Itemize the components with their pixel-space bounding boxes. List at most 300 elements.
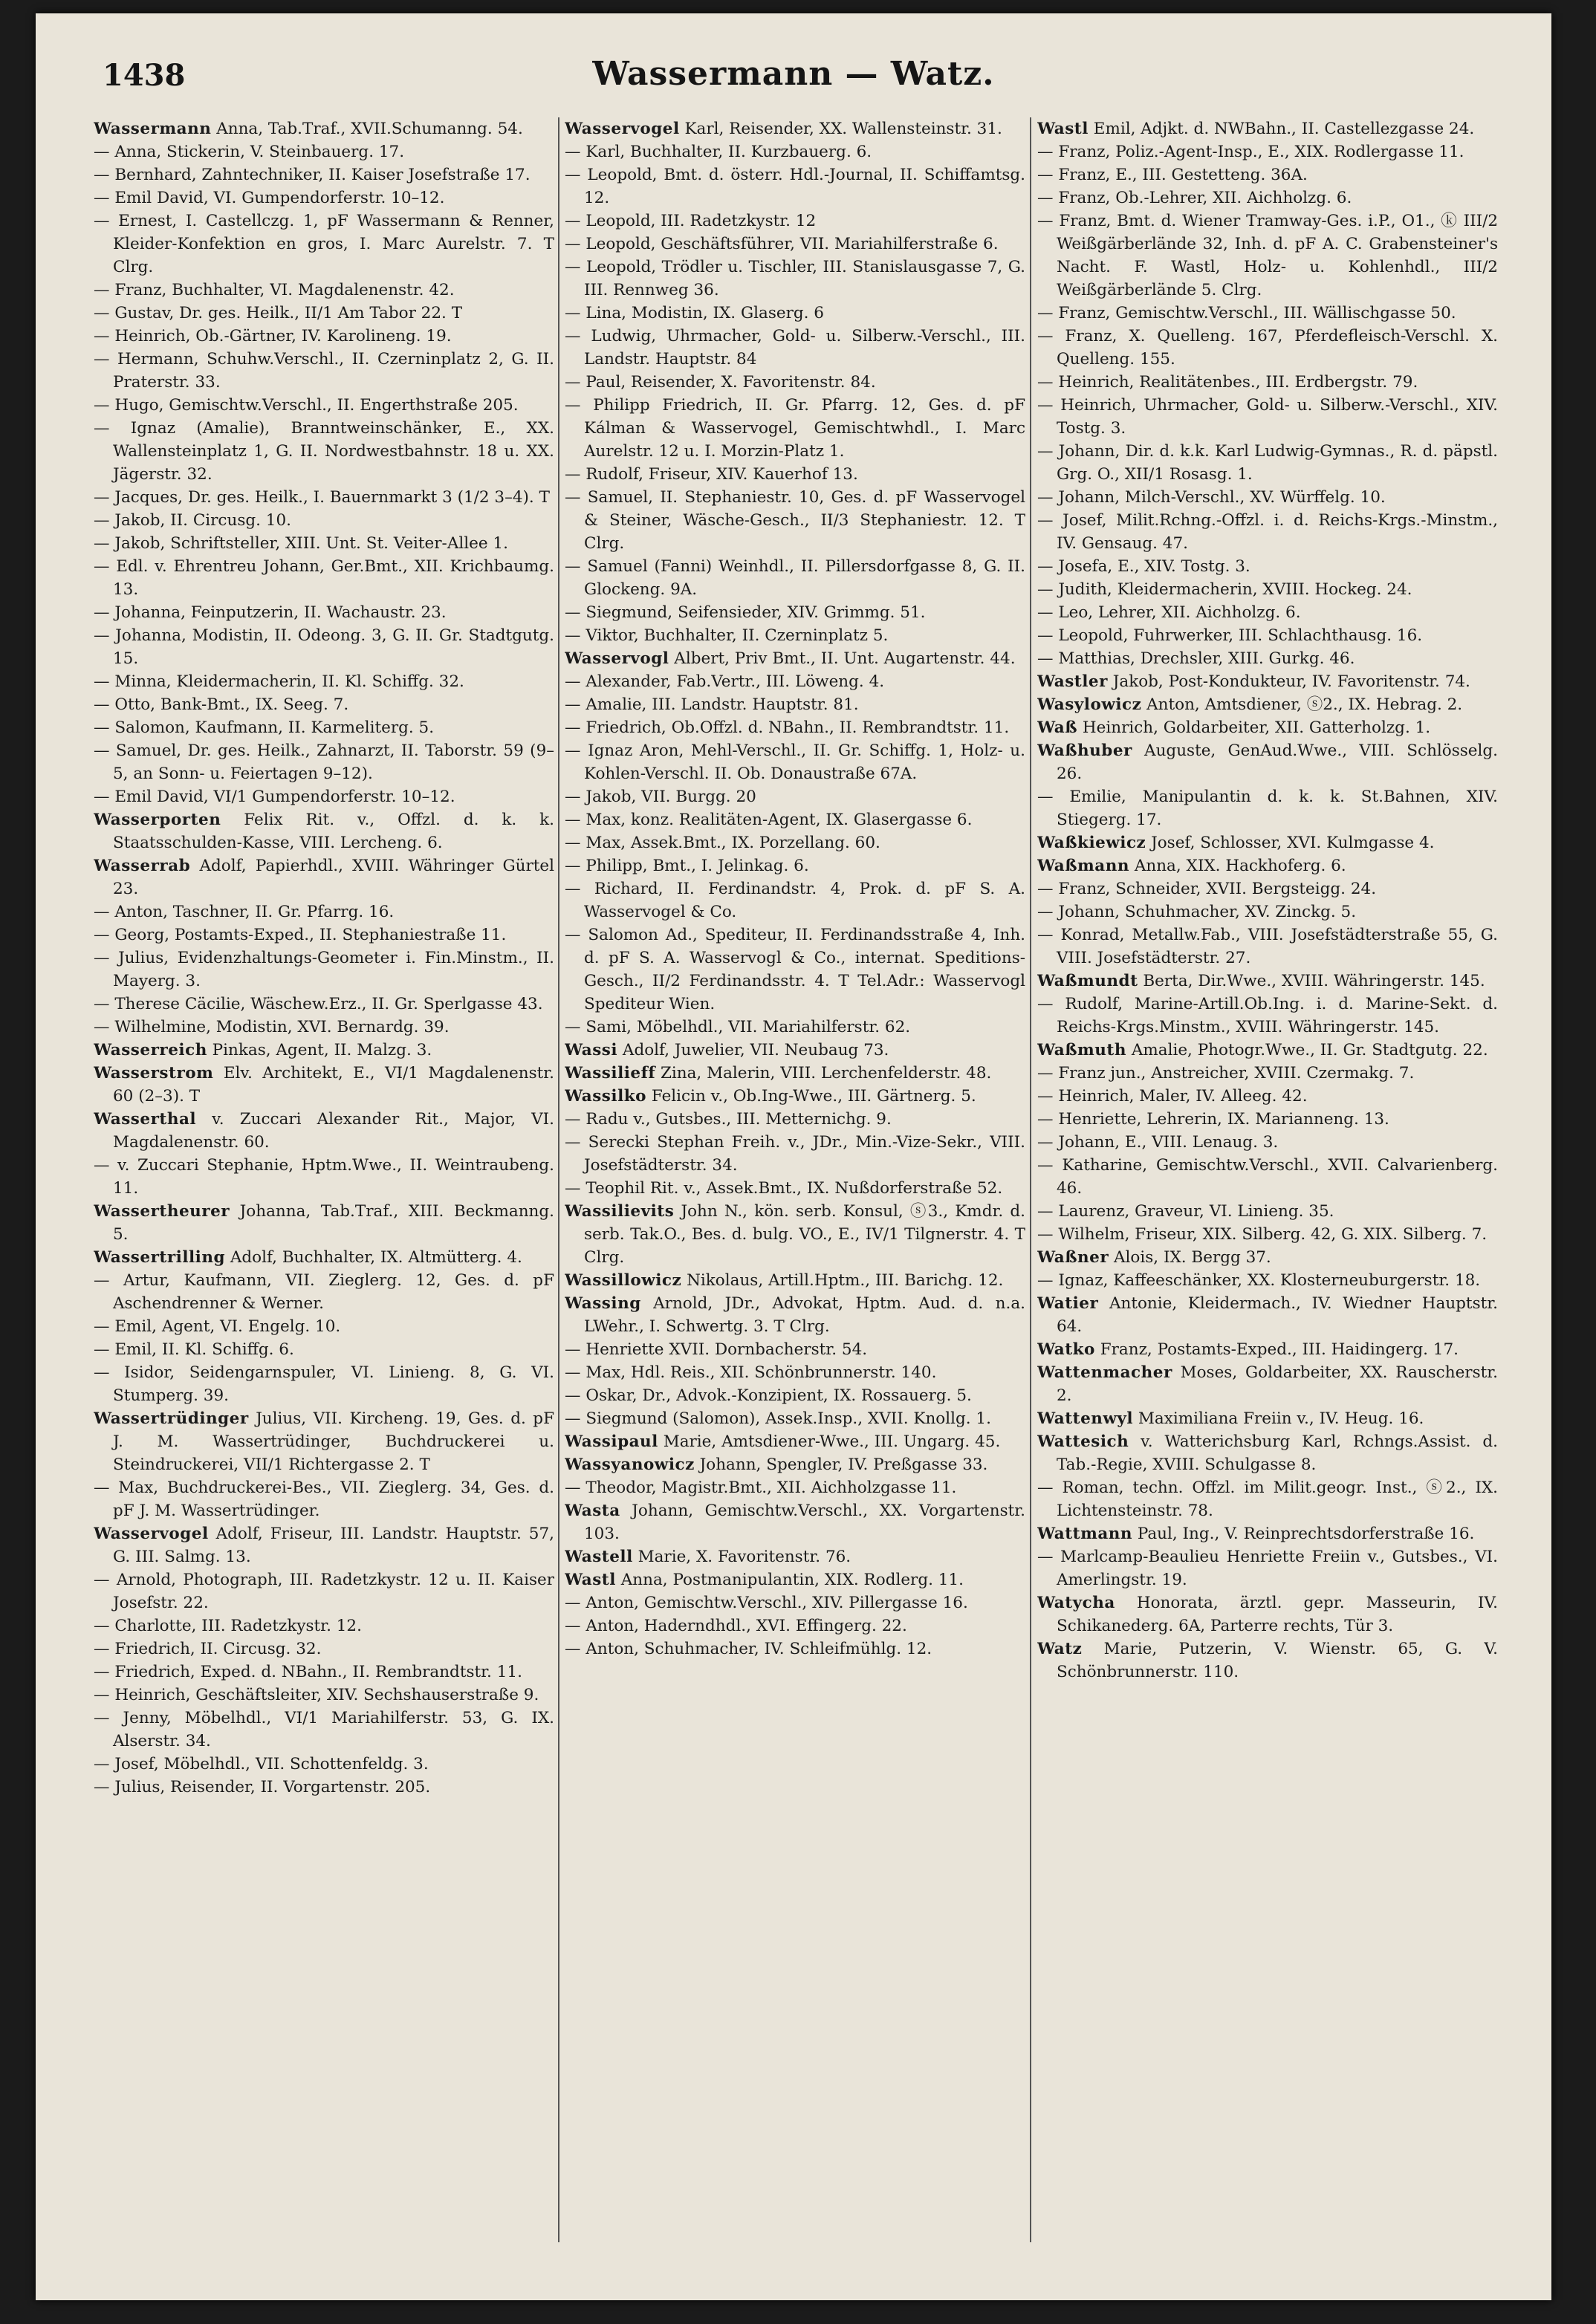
entry-text: — Edl. v. Ehrentreu Johann, Ger.Bmt., XII. Krichbaumg. 13. (94, 557, 554, 599)
entry-text: — Roman, techn. Offzl. im Milit.geogr. Inst., ⓢ2., IX. Lichtensteinstr. 78. (1037, 1479, 1498, 1520)
entry-text: — Josef, Möbelhdl., VII. Schottenfeldg. 3. (94, 1755, 429, 1773)
directory-entry (565, 117, 1025, 140)
directory-entry (94, 348, 554, 394)
entry-text: — Max, Hdl. Reis., XII. Schönbrunnerstr. 140. (565, 1363, 937, 1382)
directory-entry (565, 854, 1025, 877)
entry-text: John N., kön. serb. Konsul, ⓢ3., Kmdr. d. serb. Tak.O., Bes. d. bulg. VO., E., IV/1 Tilgnerstr. 4. T Clrg. (584, 1202, 1025, 1267)
directory-entry (94, 1016, 554, 1039)
entry-text: — Franz, Ob.-Lehrer, XII. Aichholzg. 6. (1037, 189, 1352, 207)
entry-surname: Wassi (565, 1041, 618, 1059)
entry-text: — Julius, Evidenzhaltungs-Geometer i. Fin.Minstm., II. Mayerg. 3. (94, 949, 554, 990)
directory-entry (1037, 1591, 1498, 1637)
entry-text: — Therese Cäcilie, Wäschew.Erz., II. Gr. Sperlgasse 43. (94, 995, 543, 1013)
directory-entry (565, 1476, 1025, 1499)
entry-surname: Wasta (565, 1502, 620, 1520)
entry-text: — Jacques, Dr. ges. Heilk., I. Bauernmarkt 3 (1/2 3–4). T (94, 488, 550, 507)
entry-surname: Wassertrilling (94, 1248, 226, 1267)
entry-text: — Ernest, I. Castellczg. 1, pF Wassermann & Renner, Kleider-Konfektion en gros, I. Marc Aurelstr. 7. T Clrg. (94, 212, 554, 276)
entry-text: — Josefa, E., XIV. Tostg. 3. (1037, 557, 1250, 576)
entry-text: Antonie, Kleidermach., IV. Wiedner Hauptstr. 64. (1057, 1294, 1498, 1336)
entry-text: — Konrad, Metallw.Fab., VIII. Josefstädterstraße 55, G. VIII. Josefstädterstr. 27. (1037, 926, 1498, 967)
directory-entry (94, 486, 554, 509)
directory-entry (94, 1200, 554, 1246)
entry-text: Adolf, Buchhalter, IX. Altmütterg. 4. (225, 1248, 522, 1267)
directory-entry (1037, 163, 1498, 186)
directory-entry (1037, 1246, 1498, 1269)
directory-entry (565, 1292, 1025, 1338)
directory-entry (1037, 1430, 1498, 1476)
entry-text: — Julius, Reisender, II. Vorgartenstr. 205. (94, 1778, 431, 1796)
entry-surname: Wasserporten (94, 811, 221, 829)
entry-text: — Franz, Schneider, XVII. Bergsteigg. 24. (1037, 880, 1377, 898)
column-2 (565, 117, 1025, 2272)
directory-entry (94, 1269, 554, 1315)
directory-entry (1037, 924, 1498, 970)
directory-entry (1037, 1338, 1498, 1361)
directory-entry (565, 1269, 1025, 1292)
entry-text: — Emil, II. Kl. Schiffg. 6. (94, 1340, 294, 1359)
directory-entry (1037, 1361, 1498, 1407)
directory-entry (565, 716, 1025, 739)
entry-text: — Franz jun., Anstreicher, XVIII. Czermakg. 7. (1037, 1064, 1415, 1083)
entry-surname: Wassilievits (565, 1202, 675, 1221)
entry-text: — Ignaz (Amalie), Branntweinschänker, E., XX. Wallensteinplatz 1, G. II. Nordwestbahnstr. 18 u. XX. Jägerstr. 32. (94, 419, 554, 484)
directory-entry (94, 924, 554, 947)
directory-entry (1037, 186, 1498, 210)
directory-entry (94, 555, 554, 601)
directory-entry (94, 947, 554, 993)
directory-entry (94, 808, 554, 854)
entry-text: Johann, Spengler, IV. Preßgasse 33. (694, 1455, 988, 1474)
directory-entry (565, 140, 1025, 163)
entry-text: — Emil David, VI/1 Gumpendorferstr. 10–12. (94, 788, 455, 806)
entry-surname: Wassillowicz (565, 1271, 682, 1290)
directory-entry (94, 117, 554, 140)
directory-entry (565, 325, 1025, 371)
entry-text: — Anton, Schuhmacher, IV. Schleifmühlg. 12. (565, 1640, 932, 1658)
directory-entry (565, 670, 1025, 693)
directory-entry (565, 555, 1025, 601)
entry-text: Marie, Putzerin, V. Wienstr. 65, G. V. Schönbrunnerstr. 110. (1057, 1640, 1498, 1681)
entry-text: Paul, Ing., V. Reinprechtsdorferstraße 16. (1132, 1525, 1475, 1543)
entry-text: Adolf, Papierhdl., XVIII. Währinger Gürtel 23. (113, 857, 554, 898)
directory-entry (1037, 555, 1498, 578)
entry-surname: Watz (1037, 1640, 1083, 1658)
entry-text: Marie, Amtsdiener-Wwe., III. Ungarg. 45. (658, 1432, 1001, 1451)
entry-surname: Wasserthal (94, 1110, 197, 1129)
directory-entry (94, 1707, 554, 1753)
directory-entry (94, 210, 554, 279)
directory-entry (565, 1499, 1025, 1545)
entry-text: Emil, Adjkt. d. NWBahn., II. Castellezgasse 24. (1088, 120, 1475, 138)
entry-text: — Otto, Bank-Bmt., IX. Seeg. 7. (94, 695, 349, 714)
entry-surname: Wassilko (565, 1087, 646, 1106)
directory-entry (1037, 647, 1498, 670)
directory-entry (1037, 1407, 1498, 1430)
directory-entry (1037, 1545, 1498, 1591)
entry-text: — Anton, Taschner, II. Gr. Pfarrg. 16. (94, 903, 395, 921)
entry-text: — Rudolf, Friseur, XIV. Kauerhof 13. (565, 465, 858, 484)
entry-text: — Hugo, Gemischtw.Verschl., II. Engerthstraße 205. (94, 396, 519, 415)
directory-entry (94, 1062, 554, 1108)
entry-text: — Georg, Postamts-Exped., II. Stephaniestraße 11. (94, 926, 507, 944)
directory-entry (94, 785, 554, 808)
entry-text: — Amalie, III. Landstr. Hauptstr. 81. (565, 695, 859, 714)
directory-entry (1037, 1223, 1498, 1246)
directory-entry (565, 371, 1025, 394)
directory-entry (94, 1407, 554, 1476)
entry-text: — Siegmund, Seifensieder, XIV. Grimmg. 51. (565, 603, 926, 622)
directory-entry (94, 1637, 554, 1661)
entry-text: Adolf, Juwelier, VII. Neubaug 73. (617, 1041, 889, 1059)
directory-entry (565, 831, 1025, 854)
directory-entry (1037, 394, 1498, 440)
directory-entry (565, 1108, 1025, 1131)
entry-text: — Richard, II. Ferdinandstr. 4, Prok. d. pF S. A. Wasservogel & Co. (565, 880, 1025, 921)
directory-entry (565, 1361, 1025, 1384)
directory-entry (94, 325, 554, 348)
entry-text: — Max, konz. Realitäten-Agent, IX. Glasergasse 6. (565, 811, 973, 829)
entry-text: — v. Zuccari Stephanie, Hptm.Wwe., II. Weintraubeng. 11. (94, 1156, 554, 1198)
directory-entry (1037, 140, 1498, 163)
entry-text: Felicin v., Ob.Ing-Wwe., III. Gärtnerg. 5. (646, 1087, 976, 1106)
directory-entry (1037, 302, 1498, 325)
entry-text: — Arnold, Photograph, III. Radetzkystr. 12 u. II. Kaiser Josefstr. 22. (94, 1571, 554, 1612)
entry-text: — Philipp Friedrich, II. Gr. Pfarrg. 12, Ges. d. pF Kálman & Wasservogel, Gemischtwhdl., I. Marc Aurelstr. 12 u. I. Morzin-Platz 1. (565, 396, 1025, 461)
entry-text: Karl, Reisender, XX. Wallensteinstr. 31. (679, 120, 1002, 138)
directory-entry (94, 1108, 554, 1154)
entry-surname: Wasservogl (565, 649, 669, 668)
directory-entry (565, 924, 1025, 1016)
entry-surname: Wastl (565, 1571, 616, 1589)
directory-entry (1037, 486, 1498, 509)
directory-entry (94, 302, 554, 325)
directory-entry (565, 1200, 1025, 1269)
entry-text: Felix Rit. v., Offzl. d. k. k. Staatsschulden-Kasse, VIII. Lercheng. 6. (113, 811, 554, 852)
entry-text: — Charlotte, III. Radetzkystr. 12. (94, 1617, 362, 1635)
entry-text: Albert, Priv Bmt., II. Unt. Augartenstr. 44. (669, 649, 1016, 668)
directory-entry (1037, 601, 1498, 624)
directory-entry (1037, 624, 1498, 647)
directory-entry (1037, 1085, 1498, 1108)
directory-entry (94, 1522, 554, 1568)
entry-text: — Johanna, Feinputzerin, II. Wachaustr. 23. (94, 603, 447, 622)
entry-surname: Wastler (1037, 672, 1108, 691)
entry-text: Maximiliana Freiin v., IV. Heug. 16. (1133, 1409, 1424, 1428)
entry-text: — Franz, E., III. Gestetteng. 36A. (1037, 166, 1308, 184)
directory-entry (94, 716, 554, 739)
directory-entry (565, 1062, 1025, 1085)
entry-surname: Waßmuth (1037, 1041, 1126, 1059)
entry-surname: Wasserreich (94, 1041, 207, 1059)
entry-text: Anton, Amtsdiener, ⓢ2., IX. Hebrag. 2. (1141, 695, 1463, 714)
directory-entry (1037, 1476, 1498, 1522)
directory-entry (565, 486, 1025, 555)
entry-text: Anna, Tab.Traf., XVII.Schumanng. 54. (211, 120, 523, 138)
entry-text: — Emil David, VI. Gumpendorferstr. 10–12. (94, 189, 445, 207)
entry-text: — Anna, Stickerin, V. Steinbauerg. 17. (94, 143, 405, 161)
directory-entry (565, 1568, 1025, 1591)
entry-text: — Alexander, Fab.Vertr., III. Löweng. 4. (565, 672, 885, 691)
entry-text: — Rudolf, Marine-Artill.Ob.Ing. i. d. Marine-Sekt. d. Reichs-Krgs.Minstm., XVIII. Währingerstr. 145. (1037, 995, 1498, 1036)
entry-text: — Franz, Gemischtw.Verschl., III. Wällischgasse 50. (1037, 304, 1456, 322)
directory-entry (1037, 970, 1498, 993)
directory-entry (1037, 578, 1498, 601)
entry-text: Anna, Postmanipulantin, XIX. Rodlerg. 11. (615, 1571, 964, 1589)
entry-text: — Serecki Stephan Freih. v., JDr., Min.-Vize-Sekr., VIII. Josefstädterstr. 34. (565, 1133, 1025, 1175)
directory-entry (1037, 739, 1498, 785)
entry-text: Nikolaus, Artill.Hptm., III. Barichg. 12. (681, 1271, 1004, 1290)
directory-entry (565, 1430, 1025, 1453)
directory-entry (565, 1453, 1025, 1476)
directory-entry (1037, 854, 1498, 877)
directory-entry (565, 739, 1025, 785)
directory-entry (94, 900, 554, 924)
entry-text: — Franz, Poliz.-Agent-Insp., E., XIX. Rodlergasse 11. (1037, 143, 1464, 161)
directory-entry (94, 739, 554, 785)
entry-text: Adolf, Friseur, III. Landstr. Hauptstr. 57, G. III. Salmg. 13. (113, 1525, 554, 1566)
directory-entry (565, 394, 1025, 463)
directory-entry (1037, 117, 1498, 140)
entry-surname: Wattmann (1037, 1525, 1133, 1543)
entry-text: — Jakob, VII. Burgg. 20 (565, 788, 756, 806)
directory-entry (94, 279, 554, 302)
directory-entry (94, 140, 554, 163)
entry-surname: Waßkiewicz (1037, 834, 1146, 852)
entry-text: Amalie, Photogr.Wwe., II. Gr. Stadtgutg. 22. (1126, 1041, 1488, 1059)
entry-text: — Leopold, Geschäftsführer, VII. Mariahilferstraße 6. (565, 235, 999, 253)
column-1 (94, 117, 554, 2272)
entry-text: — Max, Buchdruckerei-Bes., VII. Zieglerg. 34, Ges. d. pF J. M. Wassertrüdinger. (94, 1479, 554, 1520)
entry-text: — Karl, Buchhalter, II. Kurzbauerg. 6. (565, 143, 872, 161)
directory-entry (94, 1338, 554, 1361)
entry-text: — Johann, Schuhmacher, XV. Zinckg. 5. (1037, 903, 1357, 921)
entry-text: — Sami, Möbelhdl., VII. Mariahilferstr. 62. (565, 1018, 911, 1036)
directory-entry (94, 624, 554, 670)
directory-entry (94, 1246, 554, 1269)
entry-text: — Laurenz, Graveur, VI. Linieng. 35. (1037, 1202, 1334, 1221)
directory-entry (565, 256, 1025, 302)
entry-text: — Friedrich, II. Circusg. 32. (94, 1640, 322, 1658)
directory-entry (94, 1568, 554, 1614)
entry-surname: Wastl (1037, 120, 1089, 138)
entry-surname: Waßner (1037, 1248, 1109, 1267)
entry-surname: Watier (1037, 1294, 1099, 1313)
entry-text: — Isidor, Seidengarnspuler, VI. Linieng. 8, G. VI. Stumperg. 39. (94, 1363, 554, 1405)
directory-entry (565, 1384, 1025, 1407)
entry-text: — Viktor, Buchhalter, II. Czerninplatz 5. (565, 626, 889, 645)
directory-entry (565, 463, 1025, 486)
entry-text: — Katharine, Gemischtw.Verschl., XVII. Calvarienberg. 46. (1037, 1156, 1498, 1198)
entry-text: Zina, Malerin, VIII. Lerchenfelderstr. 48. (655, 1064, 992, 1083)
directory-entry (94, 417, 554, 486)
entry-text: — Bernhard, Zahntechniker, II. Kaiser Josefstraße 17. (94, 166, 531, 184)
entry-text: — Siegmund (Salomon), Assek.Insp., XVII. Knollg. 1. (565, 1409, 991, 1428)
directory-entry (94, 670, 554, 693)
entry-text: — Heinrich, Ob.-Gärtner, IV. Karolineng. 19. (94, 327, 452, 345)
directory-entry (1037, 1269, 1498, 1292)
entry-text: — Samuel (Fanni) Weinhdl., II. Pillersdorfgasse 8, G. II. Glockeng. 9A. (565, 557, 1025, 599)
directory-entry (1037, 1637, 1498, 1684)
entry-text: Auguste, GenAud.Wwe., VIII. Schlösselg. 26. (1057, 741, 1498, 783)
entry-text: — Leo, Lehrer, XII. Aichholzg. 6. (1037, 603, 1301, 622)
entry-text: Johanna, Tab.Traf., XIII. Beckmanng. 5. (113, 1202, 554, 1244)
entry-text: — Judith, Kleidermacherin, XVIII. Hockeg. 24. (1037, 580, 1412, 599)
entry-text: — Wilhelmine, Modistin, XVI. Bernardg. 39. (94, 1018, 450, 1036)
entry-text: — Jenny, Möbelhdl., VI/1 Mariahilferstr. 53, G. IX. Alserstr. 34. (94, 1709, 554, 1750)
entry-text: v. Zuccari Alexander Rit., Major, VI. Magdalenenstr. 60. (113, 1110, 554, 1152)
directory-entry (94, 1315, 554, 1338)
directory-entry (94, 854, 554, 900)
entry-text: — Franz, Buchhalter, VI. Magdalenenstr. 42. (94, 281, 455, 299)
entry-text: — Jakob, II. Circusg. 10. (94, 511, 291, 530)
entry-text: — Friedrich, Ob.Offzl. d. NBahn., II. Rembrandtstr. 11. (565, 718, 1010, 737)
directory-entry (1037, 325, 1498, 371)
directory-entry (565, 1177, 1025, 1200)
entry-text: — Salomon, Kaufmann, II. Karmeliterg. 5. (94, 718, 435, 737)
directory-page (36, 13, 1551, 2300)
directory-entry (565, 210, 1025, 233)
entry-surname: Waßmann (1037, 857, 1129, 875)
entry-text: Pinkas, Agent, II. Malzg. 3. (207, 1041, 432, 1059)
entry-text: — Gustav, Dr. ges. Heilk., II/1 Am Tabor 22. T (94, 304, 463, 322)
entry-text: — Ignaz, Kaffeeschänker, XX. Klosterneuburgerstr. 18. (1037, 1271, 1481, 1290)
directory-entry (1037, 1292, 1498, 1338)
entry-text: Julius, VII. Kircheng. 19, Ges. d. pF J. M. Wassertrüdinger, Buchdruckerei u. Steindruckerei, VII/1 Richtergasse 2. T (113, 1409, 554, 1474)
directory-entry (94, 1753, 554, 1776)
entry-text: Moses, Goldarbeiter, XX. Rauscherstr. 2. (1057, 1363, 1498, 1405)
column-divider (558, 117, 559, 2242)
entry-surname: Wassertheurer (94, 1202, 230, 1221)
entry-text: — Samuel, Dr. ges. Heilk., Zahnarzt, II. Taborstr. 59 (9–5, an Sonn- u. Feiertagen 9–12). (94, 741, 554, 783)
directory-entry (565, 1591, 1025, 1614)
entry-text: — Paul, Reisender, X. Favoritenstr. 84. (565, 373, 876, 392)
directory-entry (1037, 900, 1498, 924)
directory-entry (1037, 831, 1498, 854)
entry-text: — Ludwig, Uhrmacher, Gold- u. Silberw.-Verschl., III. Landstr. Hauptstr. 84 (565, 327, 1025, 369)
entry-surname: Wattenwyl (1037, 1409, 1134, 1428)
entry-text: — Henriette XVII. Dornbacherstr. 54. (565, 1340, 868, 1359)
directory-entry (94, 1476, 554, 1522)
entry-text: — Josef, Milit.Rchng.-Offzl. i. d. Reichs-Krgs.-Minstm., IV. Gensaug. 47. (1037, 511, 1498, 553)
directory-entry (94, 394, 554, 417)
entry-text: — Radu v., Gutsbes., III. Metternichg. 9. (565, 1110, 892, 1129)
entry-text: — Johanna, Modistin, II. Odeong. 3, G. II. Gr. Stadtgutg. 15. (94, 626, 554, 668)
entry-text: — Max, Assek.Bmt., IX. Porzellang. 60. (565, 834, 880, 852)
directory-entry (1037, 1154, 1498, 1200)
directory-entry (1037, 509, 1498, 555)
entry-surname: Wasserrab (94, 857, 191, 875)
directory-entry (94, 163, 554, 186)
directory-entry (1037, 693, 1498, 716)
entry-text: Josef, Schlosser, XVI. Kulmgasse 4. (1146, 834, 1435, 852)
entry-surname: Wattenmacher (1037, 1363, 1172, 1382)
directory-entry (1037, 716, 1498, 739)
entry-text: Franz, Postamts-Exped., III. Haidingerg. 17. (1094, 1340, 1459, 1359)
entry-text: — Anton, Haderndhdl., XVI. Effingerg. 22. (565, 1617, 907, 1635)
directory-entry (565, 693, 1025, 716)
entry-text: — Heinrich, Uhrmacher, Gold- u. Silberw.-Verschl., XIV. Tostg. 3. (1037, 396, 1498, 438)
entry-text: — Philipp, Bmt., I. Jelinkag. 6. (565, 857, 809, 875)
page-number: 1438 (103, 58, 186, 93)
entry-surname: Wassilieff (565, 1064, 656, 1083)
entry-surname: Wassyanowicz (565, 1455, 695, 1474)
entry-text: — Johann, E., VIII. Lenaug. 3. (1037, 1133, 1279, 1152)
directory-entry (94, 993, 554, 1016)
entry-text: — Samuel, II. Stephaniestr. 10, Ges. d. pF Wasservogel & Steiner, Wäsche-Gesch., II/3 Stephaniestr. 12. T Clrg. (565, 488, 1025, 553)
entry-text: — Leopold, III. Radetzkystr. 12 (565, 212, 817, 230)
entry-text: — Oskar, Dr., Advok.-Konzipient, IX. Rossauerg. 5. (565, 1386, 972, 1405)
directory-entry (565, 1614, 1025, 1637)
entry-surname: Wassertrüdinger (94, 1409, 249, 1428)
entry-text: — Franz, Bmt. d. Wiener Tramway-Ges. i.P., O1., ⓚ III/2 Weißgärberlände 32, Inh. d. pF A. C. Grabensteiner's Nacht. F. Wastl, Holz- u. Kohlenhdl., III/2 Weißgärberlände 5. Clrg. (1037, 212, 1498, 299)
directory-entry (565, 785, 1025, 808)
directory-entry (565, 1039, 1025, 1062)
entry-text: — Leopold, Bmt. d. österr. Hdl.-Journal, II. Schiffamtsg. 12. (565, 166, 1025, 207)
directory-entry (94, 186, 554, 210)
directory-entry (94, 1039, 554, 1062)
page-title: Wassermann — Watz. (592, 55, 995, 93)
entry-text: Heinrich, Goldarbeiter, XII. Gatterholzg. 1. (1077, 718, 1431, 737)
directory-entry (565, 808, 1025, 831)
directory-entry (565, 1338, 1025, 1361)
entry-text: — Artur, Kaufmann, VII. Zieglerg. 12, Ges. d. pF Aschendrenner & Werner. (94, 1271, 554, 1313)
entry-text: — Matthias, Drechsler, XIII. Gurkg. 46. (1037, 649, 1355, 668)
directory-entry (565, 1637, 1025, 1661)
directory-entry (565, 1085, 1025, 1108)
entry-text: Honorata, ärztl. gepr. Masseurin, IV. Schikanederg. 6A, Parterre rechts, Tür 3. (1057, 1594, 1498, 1635)
column-divider (1030, 117, 1031, 2242)
entry-surname: Wattesich (1037, 1432, 1129, 1451)
directory-entry (94, 532, 554, 555)
entry-text: — Teophil Rit. v., Assek.Bmt., IX. Nußdorferstraße 52. (565, 1179, 1003, 1198)
entry-text: — Friedrich, Exped. d. NBahn., II. Rembrandtstr. 11. (94, 1663, 522, 1681)
entry-text: — Franz, X. Quelleng. 167, Pferdefleisch-Verschl. X. Quelleng. 155. (1037, 327, 1498, 369)
entry-surname: Waß (1037, 718, 1078, 737)
directory-entry (1037, 371, 1498, 394)
directory-entry (94, 1684, 554, 1707)
entry-surname: Watycha (1037, 1594, 1115, 1612)
directory-entry (1037, 670, 1498, 693)
entry-surname: Watko (1037, 1340, 1095, 1359)
directory-entry (94, 601, 554, 624)
directory-entry (565, 624, 1025, 647)
entry-text: Arnold, JDr., Advokat, Hptm. Aud. d. n.a. LWehr., I. Schwertg. 3. T Clrg. (584, 1294, 1025, 1336)
entry-surname: Wasservogel (565, 120, 680, 138)
directory-entry (94, 509, 554, 532)
directory-entry (565, 1131, 1025, 1177)
entry-surname: Wassipaul (565, 1432, 658, 1451)
entry-text: Anna, XIX. Hackhoferg. 6. (1129, 857, 1346, 875)
column-3 (1037, 117, 1498, 2272)
directory-entry (94, 1776, 554, 1799)
directory-entry (565, 1407, 1025, 1430)
entry-text: — Wilhelm, Friseur, XIX. Silberg. 42, G. XIX. Silberg. 7. (1037, 1225, 1488, 1244)
directory-entry (1037, 1522, 1498, 1545)
directory-entry (94, 693, 554, 716)
directory-entry (1037, 877, 1498, 900)
directory-entry (565, 647, 1025, 670)
entry-text: — Heinrich, Maler, IV. Alleeg. 42. (1037, 1087, 1308, 1106)
entry-text: — Lina, Modistin, IX. Glaserg. 6 (565, 304, 824, 322)
directory-entry (565, 601, 1025, 624)
entry-text: — Salomon Ad., Spediteur, II. Ferdinandsstraße 4, Inh. d. pF S. A. Wasservogl & Co., internat. Speditions-Gesch., II/2 Ferdinandsstr. 4. T Tel.Adr.: Wasservogl Spediteur Wien. (565, 926, 1025, 1013)
entry-text: Alois, IX. Bergg 37. (1109, 1248, 1271, 1267)
entry-text: Berta, Dir.Wwe., XVIII. Währingerstr. 145. (1138, 972, 1485, 990)
directory-entry (94, 1361, 554, 1407)
directory-entry (1037, 1131, 1498, 1154)
directory-entry (1037, 1108, 1498, 1131)
